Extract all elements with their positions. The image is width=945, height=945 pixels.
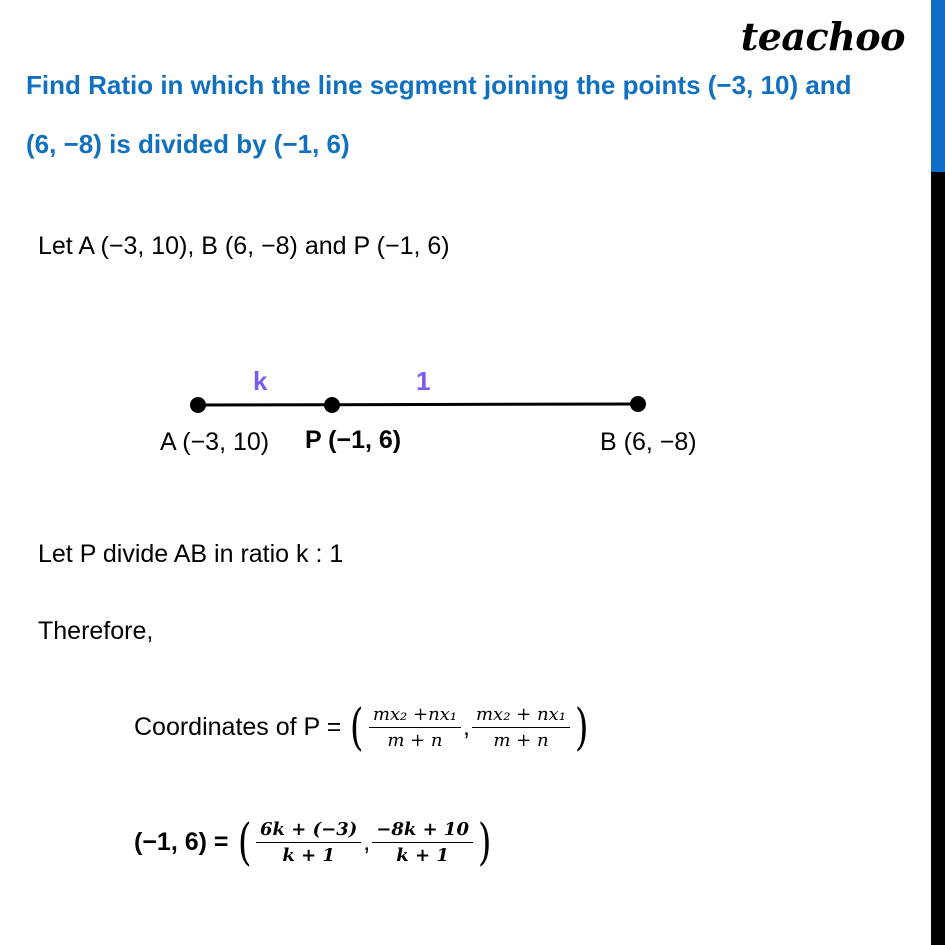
comma: ,	[363, 827, 371, 856]
ratio-assumption: Let P divide AB in ratio k : 1	[38, 540, 344, 568]
formula-lhs: Coordinates of P =	[134, 712, 342, 741]
point-b-dot	[630, 396, 646, 412]
point-p-label: P (−1, 6)	[305, 426, 402, 454]
ratio-label-k: k	[253, 366, 268, 396]
sidebar-accent-black	[931, 172, 945, 945]
therefore-text: Therefore,	[38, 617, 154, 645]
substitution-equation	[134, 813, 495, 871]
y-numerator: −8k + 10	[372, 819, 473, 843]
open-paren: (	[237, 813, 252, 871]
question-line-1: Find Ratio in which the line segment joining the points (−3, 10) and	[26, 70, 852, 100]
y-numerator: mx₂ + nx₁	[472, 704, 570, 728]
point-p-dot	[324, 397, 340, 413]
point-b-label: B (6, −8)	[600, 428, 697, 456]
y-denominator: k + 1	[396, 844, 449, 866]
x-numerator: mx₂ +nx₁	[369, 704, 461, 728]
point-a-label: A (−3, 10)	[160, 428, 270, 456]
point-a-dot	[190, 397, 206, 413]
given-points: Let A (−3, 10), B (6, −8) and P (−1, 6)	[38, 232, 450, 260]
open-paren: (	[350, 698, 364, 756]
comma: ,	[463, 712, 470, 741]
x-denominator: k + 1	[282, 844, 335, 866]
ratio-label-1: 1	[416, 366, 431, 396]
x-denominator: m + n	[387, 729, 443, 751]
y-denominator: m + n	[493, 729, 549, 751]
close-paren: )	[477, 813, 492, 871]
x-numerator: 6k + (−3)	[256, 819, 361, 843]
close-paren: )	[574, 698, 589, 756]
y-fraction	[472, 704, 570, 751]
teachoo-logo: teachoo	[740, 14, 905, 59]
x-fraction	[256, 819, 361, 866]
x-fraction	[369, 704, 461, 751]
sidebar-accent-blue	[931, 0, 945, 172]
y-fraction	[372, 819, 473, 866]
section-formula	[134, 698, 591, 756]
substitution-lhs: (−1, 6) =	[134, 827, 229, 856]
question-line-2: (6, −8) is divided by (−1, 6)	[26, 129, 350, 159]
